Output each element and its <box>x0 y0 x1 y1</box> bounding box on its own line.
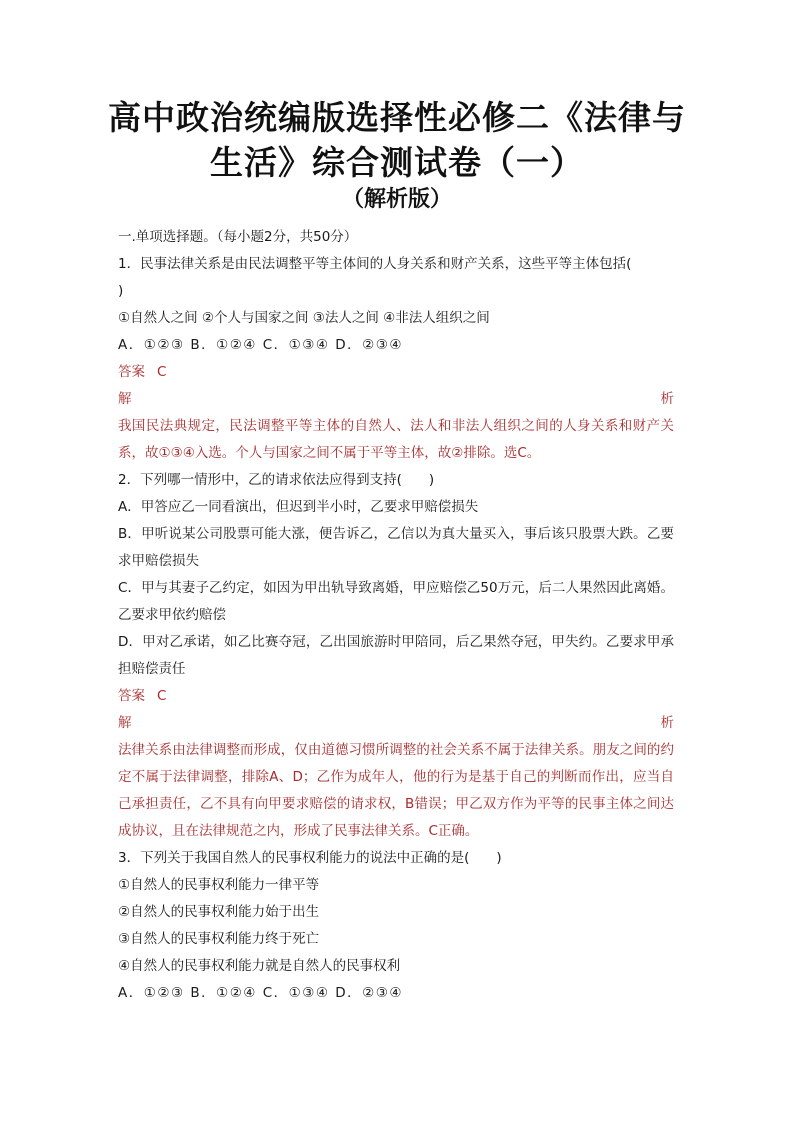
question-3-item-4: ④自然人的民事权利能力就是自然人的民事权利 <box>118 958 401 974</box>
question-1-analysis-heading <box>118 386 674 413</box>
analysis-label-right: 析 <box>660 715 674 731</box>
question-2-explanation: 法律关系由法律调整而形成，仅由道德习惯所调整的社会关系不属于法律关系。朋友之间的约定不属于法律调整，排除A、D；乙作为成年人，他的行为是基于自己的判断而作出，应当自己承担责任，乙不具有向甲要求赔偿的请求权，B错误；甲乙双方作为平等的民事主体之间达成协议，且在法律规范之内，形成了民事法律关系。C正确。 <box>118 742 674 839</box>
document-title-line2: 生活》综合测试卷（一） <box>210 143 584 182</box>
answer-value: C <box>157 688 167 704</box>
document-title-line1: 高中政治统编版选择性必修二《法律与 <box>108 98 686 137</box>
question-3-options: A．①②③ B．①②④ C．①③④ D．②③④ <box>118 985 403 1001</box>
question-2-option-c: C．甲与其妻子乙约定，如因为甲出轨导致离婚，甲应赔偿乙50万元，后二人果然因此离婚。乙要求甲依约赔偿 <box>118 580 674 623</box>
question-2-option-d: D．甲对乙承诺，如乙比赛夺冠，乙出国旅游时甲陪同，后乙果然夺冠，甲失约。乙要求甲承担赔偿责任 <box>118 634 674 677</box>
answer-value: C <box>157 364 167 380</box>
question-2-option-b: B．甲听说某公司股票可能大涨，便告诉乙，乙信以为真大量买入，事后该只股票大跌。乙要求甲赔偿损失 <box>118 526 674 569</box>
question-2-option-a: A．甲答应乙一同看演出，但迟到半小时，乙要求甲赔偿损失 <box>118 499 479 515</box>
document-subtitle: （解析版） <box>341 186 452 212</box>
question-1-stem-cont: ) <box>118 283 124 299</box>
answer-label: 答案 <box>118 364 145 380</box>
question-1-answer <box>118 359 674 386</box>
question-2-answer <box>118 683 674 710</box>
question-1-options: A．①②③ B．①②④ C．①③④ D．②③④ <box>118 337 403 353</box>
answer-label: 答案 <box>118 688 145 704</box>
analysis-label-left: 解 <box>118 391 132 407</box>
question-1-explanation: 我国民法典规定，民法调整平等主体的自然人、法人和非法人组织之间的人身关系和财产关系，故①③④入选。个人与国家之间不属于平等主体，故②排除。选C。 <box>118 418 674 461</box>
question-2-analysis-heading <box>118 710 674 737</box>
section-heading: 一.单项选择题。（每小题2分，共50分） <box>118 229 358 245</box>
question-1-stem: 1．民事法律关系是由民法调整平等主体间的人身关系和财产关系，这些平等主体包括( <box>118 256 632 272</box>
question-3-item-2: ②自然人的民事权利能力始于出生 <box>118 904 320 920</box>
analysis-label-right: 析 <box>660 391 674 407</box>
document-body <box>118 224 674 1007</box>
question-2 <box>118 467 674 845</box>
question-1-items: ①自然人之间 ②个人与国家之间 ③法人之间 ④非法人组织之间 <box>118 310 490 326</box>
question-3 <box>118 845 674 1007</box>
question-1 <box>118 251 674 467</box>
question-3-item-1: ①自然人的民事权利能力一律平等 <box>118 877 320 893</box>
question-2-stem: 2．下列哪一情形中，乙的请求依法应得到支持( ) <box>118 472 435 488</box>
question-3-item-3: ③自然人的民事权利能力终于死亡 <box>118 931 320 947</box>
question-3-stem: 3．下列关于我国自然人的民事权利能力的说法中正确的是( ) <box>118 850 502 866</box>
analysis-label-left: 解 <box>118 715 132 731</box>
